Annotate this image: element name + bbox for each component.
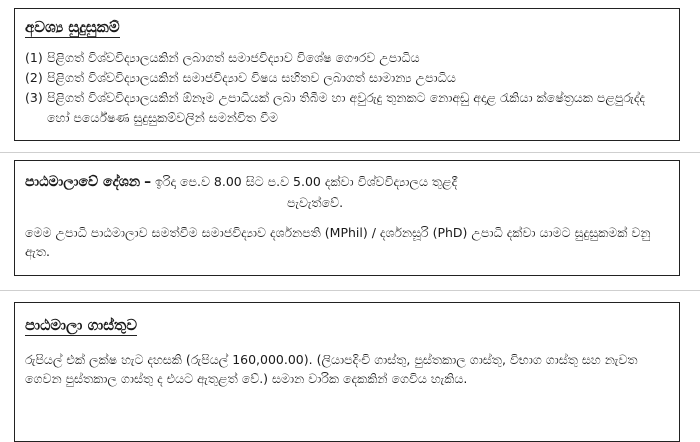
lectures-box [14, 160, 680, 276]
requirements-list [25, 48, 665, 128]
list-item [25, 68, 665, 88]
item-text: පිළිගත් විශ්වවිද්‍යාලයකින් ඕනෑම උපාධියක් ලබා තිබීම හා අවුරුදු තුනකට නොඅඩු අදාළ රැකියා ක්ෂේත්‍රයක පළපුරුද්ද හෝ පර්යේෂණ සුදුසුකම්වලින් සමන්විත වීම [47, 90, 645, 125]
fees-box [14, 302, 680, 442]
requirements-heading: අවශ්‍ය සුදුසුකම් [25, 18, 120, 36]
lectures-schedule: ඉරිදා පෙ.ව 8.00 සිට ප.ව 5.00 දක්වා විශ්වවිද්‍යාලය තුළදී [155, 174, 458, 189]
requirements-box [14, 8, 680, 141]
list-item [25, 88, 665, 128]
lectures-note: මෙම උපාධි පාඨමාලාව සමත්වීම සමාජවිද්‍යාව දර්ශනපති (MPhil) / දර්ශනසූරි (PhD) උපාධි දක්වා යාමට සුදුසුකමක් වනු ඇත. [25, 225, 651, 259]
item-text: පිළිගත් විශ්වවිද්‍යාලයකින් සමාජවිද්‍යාව විෂය සහිතව ලබාගත් සාමාන්‍ය උපාධිය [47, 70, 456, 85]
item-number: (3) [25, 90, 43, 105]
lectures-line [25, 171, 665, 193]
section-divider [0, 152, 700, 153]
item-text: පිළිගත් විශ්වවිද්‍යාලයකින් ලබාගත් සමාජවිද්‍යාව විශේෂ ගෞරව උපාධිය [47, 50, 420, 65]
item-number: (1) [25, 50, 43, 65]
lectures-schedule-cont: පැවැත්වේ. [287, 195, 344, 210]
item-number: (2) [25, 70, 43, 85]
lectures-dash: – [144, 174, 152, 190]
lectures-title: පාඨමාලාවේ දේශන [25, 174, 141, 190]
list-item [25, 48, 665, 68]
fees-heading: පාඨමාලා ගාස්තුව [25, 316, 137, 334]
section-divider [0, 290, 700, 291]
fees-text: රුපියල් එක් ලක්ෂ හැට දහසකි (රුපියල් 160,000.00). (ලියාපදිංචි ගාස්තු, පුස්තකාල ගාස්තු, විභාග ගාස්තු සහ නැවත ගෙවන පුස්තකාල ගාස්තු ද එයට ඇතුළත් වේ.) සමාන වාරික දෙකකින් ගෙවිය හැකිය. [25, 352, 638, 386]
